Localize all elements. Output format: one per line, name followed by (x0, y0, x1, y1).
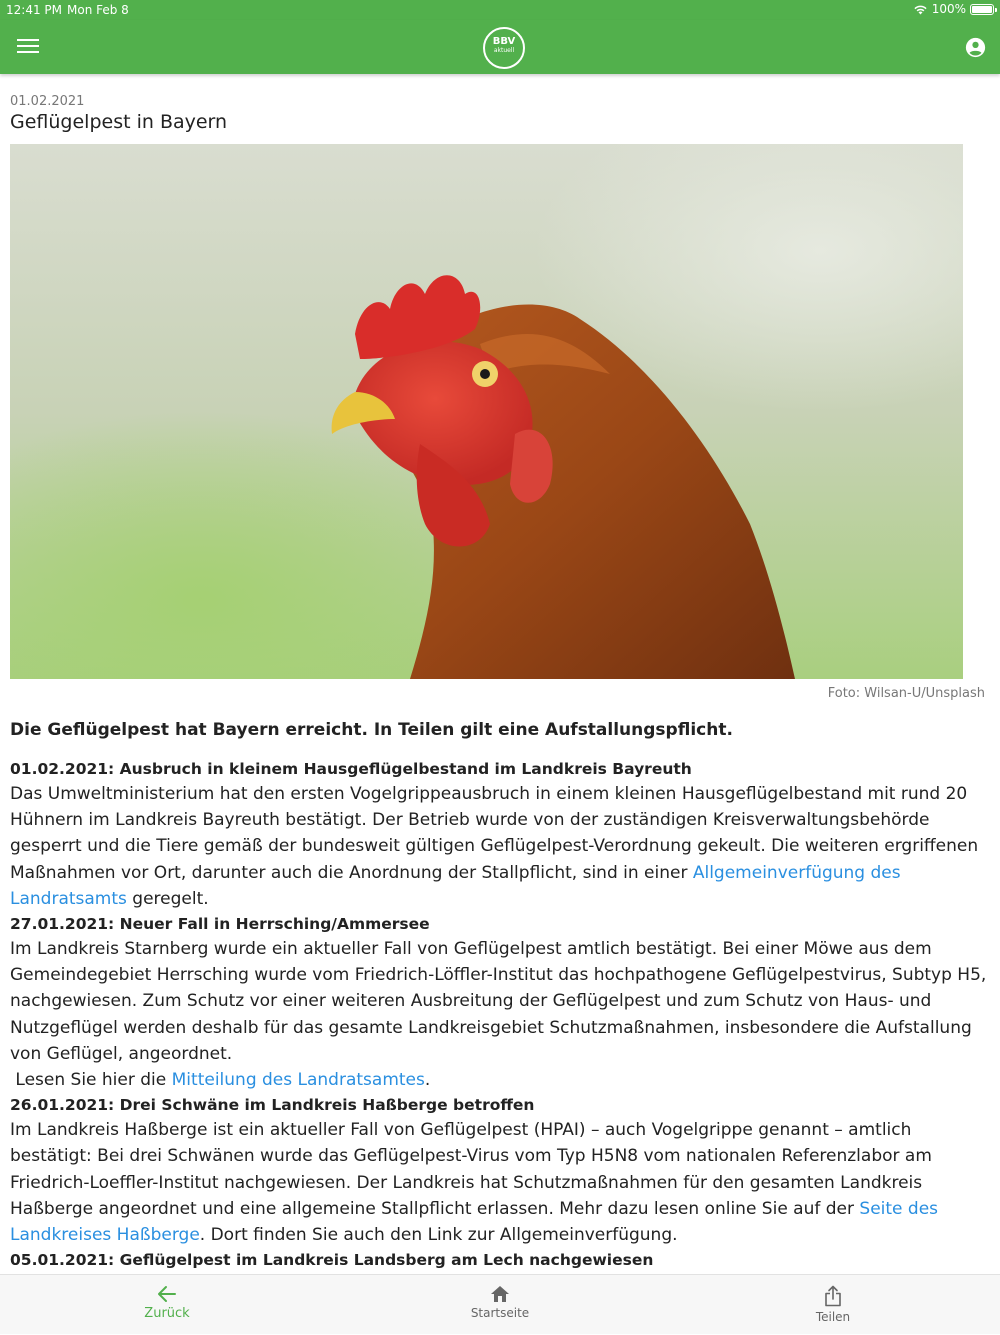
section-heading: 26.01.2021: Drei Schwäne im Landkreis Haßberge betroffen (10, 1096, 535, 1115)
back-label: Zurück (144, 1306, 190, 1321)
arrow-left-icon (157, 1285, 177, 1303)
section-paragraph (10, 1117, 990, 1248)
article-lead: Die Geflügelpest hat Bayern erreicht. In Teilen gilt eine Aufstallungspflicht. (10, 720, 733, 740)
bottom-nav (0, 1274, 1000, 1334)
photo-credit: Foto: Wilsan-U/Unsplash (827, 686, 985, 701)
section-paragraph (10, 1067, 990, 1093)
bbv-logo (483, 27, 525, 69)
home-button[interactable] (440, 1275, 560, 1335)
logo-text-bbv: BBV (492, 36, 516, 47)
app-bar (0, 20, 1000, 74)
paragraph-text: Lesen Sie hier die (10, 1070, 172, 1091)
home-label: Startseite (470, 1306, 530, 1320)
article-content[interactable] (0, 74, 1000, 1274)
status-right (913, 2, 994, 16)
paragraph-text: . (424, 1070, 431, 1091)
article-body (10, 757, 990, 1298)
hamburger-menu-icon[interactable] (17, 36, 39, 58)
status-date: Mon Feb 8 (67, 3, 129, 17)
section-paragraph: Im Landkreis Starnberg wurde ein aktueller Fall von Geflügelpest amtlich bestätigt. Bei einer Möwe aus dem Gemeindegebiet Herrsching wurde vom Friedrich-Löffler-Institut das hochpathogene Geflügelpestvirus, Subtyp H5, nachgewiesen. Zum Schutz vor einer weiteren Ausbreitung der Geflügelpest und zum Schutz von Haus- und Nutzgeflügel werden deshalb für das gesamte Landkreisgebiet Schutzmaßnahmen, insbesondere die Aufstallung von Geflügel, angeordnet. (10, 939, 987, 1064)
back-button[interactable] (107, 1275, 227, 1335)
battery-percent: 100% (931, 2, 966, 16)
status-time: 12:41 PM (6, 3, 62, 17)
section-heading: 05.01.2021: Geflügelpest im Landkreis Landsberg am Lech nachgewiesen (10, 1251, 654, 1270)
logo-text-aktuell: aktuell (493, 47, 515, 54)
article-title: Geflügelpest in Bayern (10, 111, 228, 133)
status-bar (0, 0, 1000, 20)
wifi-icon (913, 4, 928, 15)
share-icon (824, 1285, 842, 1307)
section-heading: 27.01.2021: Neuer Fall in Herrsching/Ammersee (10, 915, 430, 934)
article-date: 01.02.2021 (10, 94, 85, 109)
share-button[interactable] (773, 1275, 893, 1335)
section-paragraph (10, 781, 990, 912)
share-label: Teilen (815, 1310, 851, 1324)
hero-image-rooster (10, 144, 963, 679)
home-icon (490, 1285, 510, 1303)
paragraph-text: . Dort finden Sie auch den Link zur Allgemeinverfügung. (199, 1225, 678, 1246)
link-mitteilung-landratsamt[interactable]: Mitteilung des Landratsamtes (171, 1070, 425, 1091)
link-allgemeinverfuegung[interactable]: Allgemeinverfügung des Landratsamts (10, 862, 901, 909)
paragraph-text: Im Landkreis Haßberge ist ein aktueller Fall von Geflügelpest (HPAI) – auch Vogelgrippe genannt – amtlich bestätigt: Bei drei Schwänen wurde das Geflügelpest-Virus vom Typ H5N8 vom nationalen Referenzlabor am Friedrich-Loeffler-Institut nachgewiesen. Der Landkreis hat Schutzmaßnahmen für den gesamten Landkreis Haßberge angeordnet und eine allgemeine Stallpflicht erlassen. Mehr dazu lesen online Sie auf der (10, 1120, 932, 1219)
paragraph-text: geregelt. (126, 888, 209, 909)
section-heading: 01.02.2021: Ausbruch in kleinem Hausgeflügelbestand im Landkreis Bayreuth (10, 760, 692, 778)
link-landkreis-hassberge[interactable]: Seite des Landkreises Haßberge (10, 1198, 939, 1246)
paragraph-text: Das Umweltministerium hat den ersten Vogelgrippeausbruch in einem kleinen Hausgeflügelbestand mit rund 20 Hühnern im Landkreis Bayreuth bestätigt. Der Betrieb wurde von der zuständigen Kreisverwaltungsbehörde gesperrt und die Tiere gemäß der bundesweit gültigen Geflügelpest-Verordnung gekeult. Die weiteren ergriffenen Maßnahmen vor Ort, darunter auch die Anordnung der Stallpflicht, sind in einer (10, 784, 979, 883)
account-icon[interactable] (965, 37, 986, 58)
battery-icon (970, 4, 994, 15)
